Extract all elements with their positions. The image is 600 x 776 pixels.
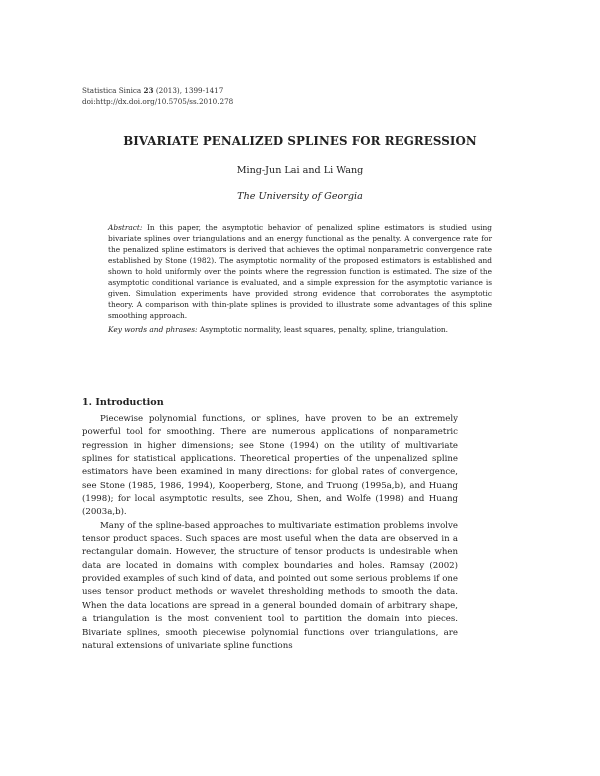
paragraph: Many of the spline-based approaches to multivariate estimation problems involve tensor product spaces. Such spaces are most useful when the data are observed in a rectangular domain. However, the structure of tensor products is undesirable when data are located in domains with complex boundaries and holes. Ramsay (2002) provided examples of such kind of data, and pointed out some serious problems if one uses tensor product methods or wavelet thresholding methods to smooth the data. When the data locations are spread in a general bounded domain of arbitrary shape, a triangulation is the most convenient tool to partition the domain into pieces. Bivariate splines, smooth piecewise polynomial functions over triangulations, are natural extensions of univariate spline functions xyxy=(82,520,458,651)
keywords-label: Key words and phrases: xyxy=(108,325,198,334)
journal-year-pages: (2013), 1399-1417 xyxy=(155,86,224,95)
paper-authors: Ming-Jun Lai and Li Wang xyxy=(236,165,364,176)
journal-name: Statistica Sinica xyxy=(82,86,142,95)
abstract xyxy=(108,223,492,322)
section-heading: 1. Introduction xyxy=(82,397,164,408)
abstract-text: In this paper, the asymptotic behavior of penalized spline estimators is studied using bivariate splines over triangulations and an energy functional as the penalty. A convergence rate for the penalized spline estimators is derived that achieves the optimal nonparametric convergence rate established by Stone (1982). The asymptotic normality of the proposed estimators is established and shown to hold uniformly over the points where the regression function is estimated. The size of the asymptotic conditional variance is evaluated, and a simple expression for the asymptotic variance is given. Simulation experiments have provided strong evidence that corroborates the asymptotic theory. A comparison with thin-plate splines is provided to illustrate some advantages of this spline smoothing approach. xyxy=(108,223,493,320)
journal-volume: 23 xyxy=(143,86,154,95)
abstract-label: Abstract: xyxy=(108,223,143,232)
citation-line xyxy=(82,85,233,96)
section-body xyxy=(82,413,458,653)
doi-line: doi:http://dx.doi.org/10.5705/ss.2010.278 xyxy=(82,97,234,106)
keywords xyxy=(108,325,492,336)
paragraph: Piecewise polynomial functions, or splines, have proven to be an extremely powerful tool for smoothing. There are numerous applications of nonparametric regression in higher dimensions; see Stone (1994) on the utility of multivariate splines for statistical applications. Theoretical properties of the unpenalized spline estimators have been examined in many directions: for global rates of convergence, see Stone (1985, 1986, 1994), Kooperberg, Stone, and Truong (1995a,b), and Huang (1998); for local asymptotic results, see Zhou, Shen, and Wolfe (1998) and Huang (2003a,b). xyxy=(82,414,458,518)
journal-header xyxy=(82,85,233,107)
paper-title: BIVARIATE PENALIZED SPLINES FOR REGRESSION xyxy=(123,134,477,148)
paper-affiliation: The University of Georgia xyxy=(237,191,363,202)
keywords-text: Asymptotic normality, least squares, penalty, spline, triangulation. xyxy=(199,325,449,334)
